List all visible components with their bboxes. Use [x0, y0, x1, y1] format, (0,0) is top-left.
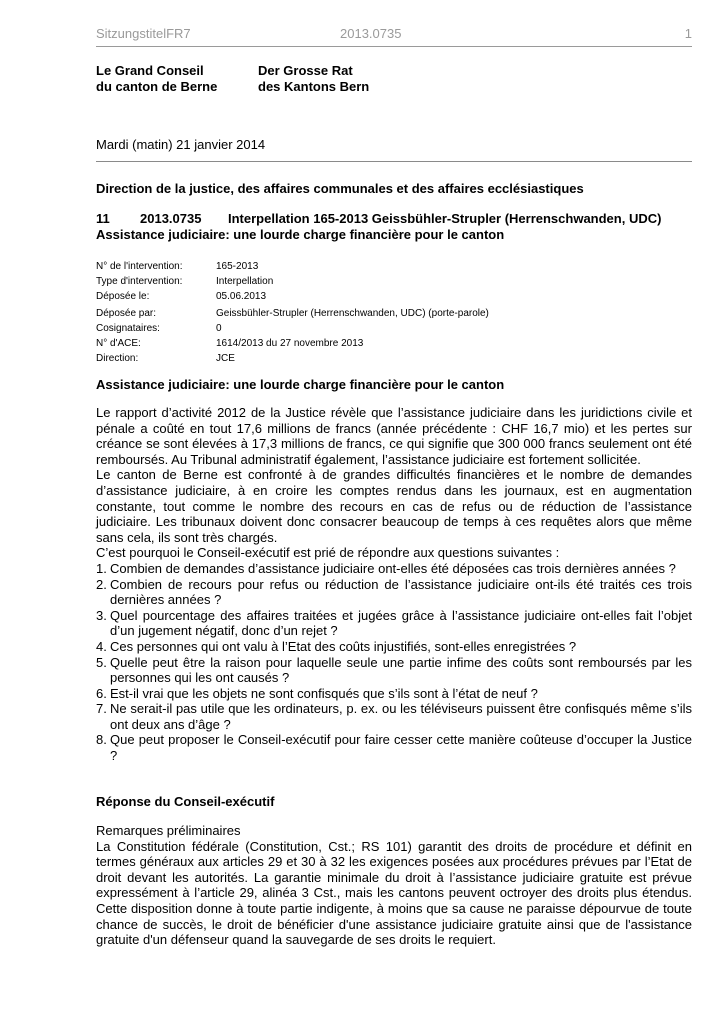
item-title — [96, 211, 696, 243]
item-title-line1 — [96, 211, 696, 227]
metadata-table — [96, 259, 489, 366]
meta-row — [96, 274, 489, 289]
question-number: 6. — [96, 685, 107, 701]
question-number: 8. — [96, 732, 107, 748]
meta-key: Cosignataires: — [96, 323, 160, 334]
header-title: SitzungstitelFR7 — [96, 26, 191, 41]
meta-value: JCE — [216, 353, 235, 364]
question-text: Ces personnes qui ont valu à l’Etat des coûts injustifiés, sont-elles enregistrées ? — [110, 638, 577, 654]
question-text: Combien de recours pour refus ou réduction de l’assistance judiciaire ont-ils été traités ces trois dernières années ? — [110, 576, 692, 608]
paragraph: La Constitution fédérale (Constitution, Cst.; RS 101) garantit des droits de procédure et définit en termes généraux aux articles 29 et 30 à 32 les exigences posées aux procédures prévues par l’Etat de droit devant les autorités. La garantie minimale du droit à l’assistance judiciaire gratuite est prévue expressément à l’article 29, alinéa 3 Cst., mais les cantons peuvent octroyer des droits plus étendus. Cette disposition donne à toute partie indigente, à moins que sa cause ne paraisse dépourvue de toute chance de succès, le droit de bénéficier d'une assistance judiciaire gratuite ainsi que de l'assistance gratuite d'un défenseur quand la sauvegarde de ses droits le requiert. — [96, 838, 692, 948]
meta-row — [96, 336, 489, 351]
list-item — [96, 561, 692, 577]
question-number: 4. — [96, 638, 107, 654]
meta-key: Déposée par: — [96, 308, 157, 319]
list-item — [96, 577, 692, 608]
council-name-de — [258, 63, 369, 95]
meta-value: 165-2013 — [216, 261, 259, 272]
header-divider — [96, 46, 692, 47]
question-text: Quel pourcentage des affaires traitées et jugées grâce à l’assistance judiciaire ont-elles fait l’objet d’un jugement négatif, donc d’un rejet ? — [110, 607, 692, 639]
question-number: 5. — [96, 654, 107, 670]
paragraph: Le rapport d’activité 2012 de la Justice révèle que l’assistance judiciaire dans les juridictions civile et pénale a coûté en tout 17,6 millions de francs (année précédente : CHF 16,7 mio) et les pertes sur créance se sont élevées à 17,3 millions de francs, ce qui signifie que 300 000 francs seulement ont été remboursés. Au Tribunal administratif également, l’assistance judiciaire est fortement sollicitée. — [96, 405, 692, 467]
question-text: Ne serait-il pas utile que les ordinateurs, p. ex. ou les téléviseurs puissent être confisqués même s’ils ont deux ans d’âge ? — [110, 701, 692, 732]
list-item — [96, 655, 692, 686]
council-fr-line2: du canton de Berne — [96, 79, 218, 94]
meta-row — [96, 289, 489, 304]
section-heading: Assistance judiciaire: une lourde charge financière pour le canton — [96, 377, 505, 392]
meta-key: N° de l'intervention: — [96, 261, 183, 272]
date-divider — [96, 161, 692, 162]
list-item — [96, 701, 692, 732]
meta-value: 0 — [216, 323, 222, 334]
list-item — [96, 608, 692, 639]
meta-key: Déposée le: — [96, 291, 150, 302]
meta-key: Type d'intervention: — [96, 276, 183, 287]
question-text: Est-il vrai que les objets ne sont confisqués que s’ils sont à l’état de neuf ? — [110, 685, 538, 701]
question-number: 1. — [96, 560, 107, 576]
running-header — [96, 26, 692, 46]
answer-heading: Réponse du Conseil-exécutif — [96, 794, 275, 809]
item-title-text: Interpellation 165-2013 Geissbühler-Strupler (Herrenschwanden, UDC) — [228, 211, 662, 226]
question-number: 3. — [96, 607, 107, 623]
meta-value: Interpellation — [216, 276, 274, 287]
meta-value: 1614/2013 du 27 novembre 2013 — [216, 338, 364, 349]
council-name-fr — [96, 63, 217, 95]
meta-key: Direction: — [96, 353, 139, 364]
meta-value: 05.06.2013 — [216, 291, 267, 302]
header-reference: 2013.0735 — [340, 26, 402, 41]
paragraph: Le canton de Berne est confronté à de grandes difficultés financières et le nombre de demandes d’assistance judiciaire, à en croire les comptes rendus dans les journaux, est en augmentation constante, tout comme le nombre des recours en cas de refus ou de réduction de l’assistance judiciaire. Les tribunaux doivent donc consacrer beaucoup de temps à ces requêtes alors que même sans cela, ils sont très chargés. — [96, 467, 692, 545]
item-reference: 2013.0735 — [140, 211, 202, 226]
meta-row — [96, 321, 489, 336]
item-number: 11 — [96, 211, 110, 226]
question-number: 2. — [96, 576, 107, 592]
question-list — [96, 561, 692, 764]
council-de-line2: des Kantons Bern — [258, 79, 370, 94]
question-text: Que peut proposer le Conseil-exécutif pour faire cesser cette manière coûteuse d’occuper la Justice ? — [110, 732, 692, 764]
list-item — [96, 732, 692, 763]
answer-text — [96, 823, 692, 948]
page-number: 1 — [684, 26, 692, 41]
remarks-label: Remarques préliminaires — [96, 823, 241, 838]
question-text: Combien de demandes d’assistance judiciaire ont-elles été déposées cas trois dernières années ? — [110, 560, 676, 576]
council-de-line1: Der Grosse Rat — [258, 63, 353, 78]
item-title-line2: Assistance judiciaire: une lourde charge financière pour le canton — [96, 227, 505, 242]
session-date: Mardi (matin) 21 janvier 2014 — [96, 137, 266, 152]
paragraph: C’est pourquoi le Conseil-exécutif est prié de répondre aux questions suivantes : — [96, 545, 560, 561]
council-fr-line1: Le Grand Conseil — [96, 63, 204, 78]
meta-row — [96, 259, 489, 274]
meta-key: N° d'ACE: — [96, 338, 141, 349]
list-item — [96, 639, 692, 655]
list-item — [96, 686, 692, 702]
meta-value: Geissbühler-Strupler (Herrenschwanden, UDC) (porte-parole) — [216, 308, 489, 319]
question-text: Quelle peut être la raison pour laquelle seule une partie infime des coûts sont remboursés par les personnes qui les ont causés ? — [110, 654, 692, 686]
direction-heading: Direction de la justice, des affaires communales et des affaires ecclésiastiques — [96, 181, 584, 196]
meta-row — [96, 306, 489, 321]
meta-row — [96, 351, 489, 366]
interpellation-text — [96, 405, 692, 764]
question-number: 7. — [96, 701, 107, 717]
